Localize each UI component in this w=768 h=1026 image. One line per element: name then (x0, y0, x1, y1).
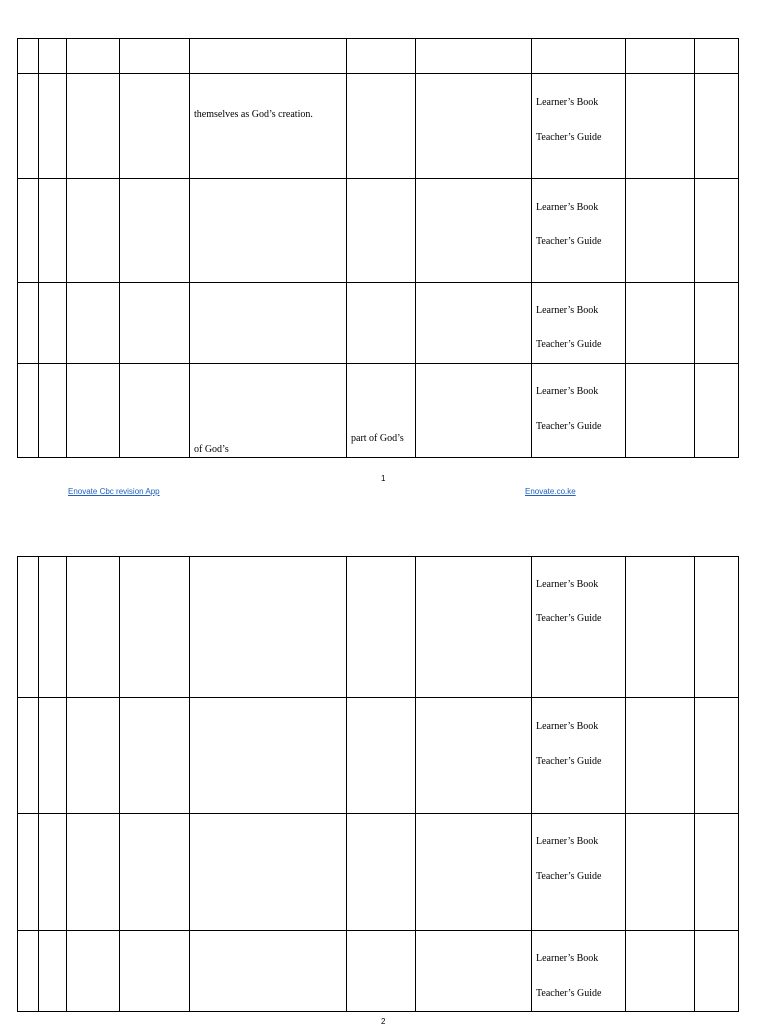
table-cell (416, 283, 532, 364)
table-cell (416, 179, 532, 283)
table-row (18, 179, 739, 283)
resource-teachers-guide: Teacher’s Guide (536, 236, 602, 247)
table-row (18, 74, 739, 179)
table-cell (347, 179, 416, 283)
table-cell (626, 364, 695, 458)
table-cell (190, 557, 347, 698)
table-cell (67, 557, 120, 698)
table-cell (347, 283, 416, 364)
footer-website-link[interactable]: Enovate.co.ke (525, 487, 576, 496)
table-cell (67, 74, 120, 179)
table-cell (626, 698, 695, 814)
page-number: 2 (381, 1017, 386, 1026)
resources-cell (532, 557, 626, 698)
table-cell (120, 74, 190, 179)
table-cell (347, 39, 416, 74)
page-number: 1 (381, 474, 386, 483)
table-cell (18, 364, 39, 458)
table-cell (695, 931, 739, 1012)
table-cell (67, 283, 120, 364)
table-cell (18, 557, 39, 698)
table-cell (347, 74, 416, 179)
resource-learners-book: Learner’s Book (536, 836, 599, 847)
resource-learners-book: Learner’s Book (536, 721, 599, 732)
table-cell (416, 557, 532, 698)
table-row (18, 931, 739, 1012)
table-cell (39, 283, 67, 364)
footer-app-link[interactable]: Enovate Cbc revision App (68, 487, 160, 496)
table-cell (39, 814, 67, 931)
resources-cell (532, 74, 626, 179)
resource-learners-book: Learner’s Book (536, 579, 599, 590)
table-cell (347, 557, 416, 698)
scheme-table-page-2 (17, 556, 739, 1012)
resource-teachers-guide: Teacher’s Guide (536, 871, 602, 882)
table-row (18, 283, 739, 364)
table-cell (120, 283, 190, 364)
table-cell (190, 931, 347, 1012)
table-cell (39, 698, 67, 814)
table-cell (416, 698, 532, 814)
resource-learners-book: Learner’s Book (536, 953, 599, 964)
resource-teachers-guide: Teacher’s Guide (536, 756, 602, 767)
table-cell (416, 814, 532, 931)
table-cell (347, 931, 416, 1012)
table-cell (626, 74, 695, 179)
resource-learners-book: Learner’s Book (536, 305, 599, 316)
table-cell (120, 364, 190, 458)
table-cell (18, 283, 39, 364)
document-page-2 (0, 520, 768, 1024)
table-cell (626, 814, 695, 931)
table-cell (120, 179, 190, 283)
table-cell (39, 931, 67, 1012)
resource-teachers-guide: Teacher’s Guide (536, 988, 602, 999)
table-cell (532, 39, 626, 74)
table-cell (190, 74, 347, 179)
table-cell (120, 698, 190, 814)
table-cell (190, 39, 347, 74)
table-cell (190, 814, 347, 931)
table-cell (626, 179, 695, 283)
resources-cell (532, 698, 626, 814)
table-cell (347, 364, 416, 458)
table-cell (695, 814, 739, 931)
resources-cell (532, 179, 626, 283)
table-cell (416, 39, 532, 74)
table-cell (120, 39, 190, 74)
outcome-text: themselves as God’s creation. (194, 109, 313, 120)
table-cell (626, 283, 695, 364)
table-cell (695, 179, 739, 283)
table-cell (695, 39, 739, 74)
table-cell (695, 557, 739, 698)
table-cell (39, 557, 67, 698)
resource-teachers-guide: Teacher’s Guide (536, 339, 602, 350)
table-cell (120, 931, 190, 1012)
table-cell (67, 931, 120, 1012)
table-cell (695, 74, 739, 179)
table-cell (416, 364, 532, 458)
table-cell (39, 39, 67, 74)
table-cell (695, 698, 739, 814)
resources-cell (532, 283, 626, 364)
table-cell (18, 74, 39, 179)
table-cell (18, 814, 39, 931)
table-cell (626, 557, 695, 698)
resources-cell (532, 364, 626, 458)
table-cell (190, 283, 347, 364)
activity-text: part of God’s (351, 433, 404, 444)
table-cell (18, 39, 39, 74)
scheme-table-page-1 (17, 38, 739, 458)
table-row (18, 557, 739, 698)
resource-learners-book: Learner’s Book (536, 97, 599, 108)
table-row (18, 698, 739, 814)
table-row (18, 39, 739, 74)
outcome-text: of God’s (194, 444, 229, 455)
table-cell (190, 698, 347, 814)
table-cell (626, 931, 695, 1012)
table-cell (347, 814, 416, 931)
table-cell (39, 364, 67, 458)
table-cell (347, 698, 416, 814)
table-row (18, 814, 739, 931)
resource-teachers-guide: Teacher’s Guide (536, 421, 602, 432)
table-cell (67, 814, 120, 931)
table-cell (18, 698, 39, 814)
table-cell (67, 364, 120, 458)
table-cell (39, 74, 67, 179)
resource-teachers-guide: Teacher’s Guide (536, 613, 602, 624)
resource-teachers-guide: Teacher’s Guide (536, 132, 602, 143)
table-cell (695, 283, 739, 364)
table-cell (67, 39, 120, 74)
table-cell (120, 814, 190, 931)
table-cell (67, 698, 120, 814)
table-cell (416, 931, 532, 1012)
resource-learners-book: Learner’s Book (536, 386, 599, 397)
table-cell (190, 364, 347, 458)
resource-learners-book: Learner’s Book (536, 202, 599, 213)
resources-cell (532, 931, 626, 1012)
table-cell (18, 931, 39, 1012)
resources-cell (532, 814, 626, 931)
table-row (18, 364, 739, 458)
table-cell (67, 179, 120, 283)
table-cell (190, 179, 347, 283)
table-cell (626, 39, 695, 74)
table-cell (416, 74, 532, 179)
table-cell (18, 179, 39, 283)
table-cell (39, 179, 67, 283)
table-cell (120, 557, 190, 698)
table-cell (695, 364, 739, 458)
